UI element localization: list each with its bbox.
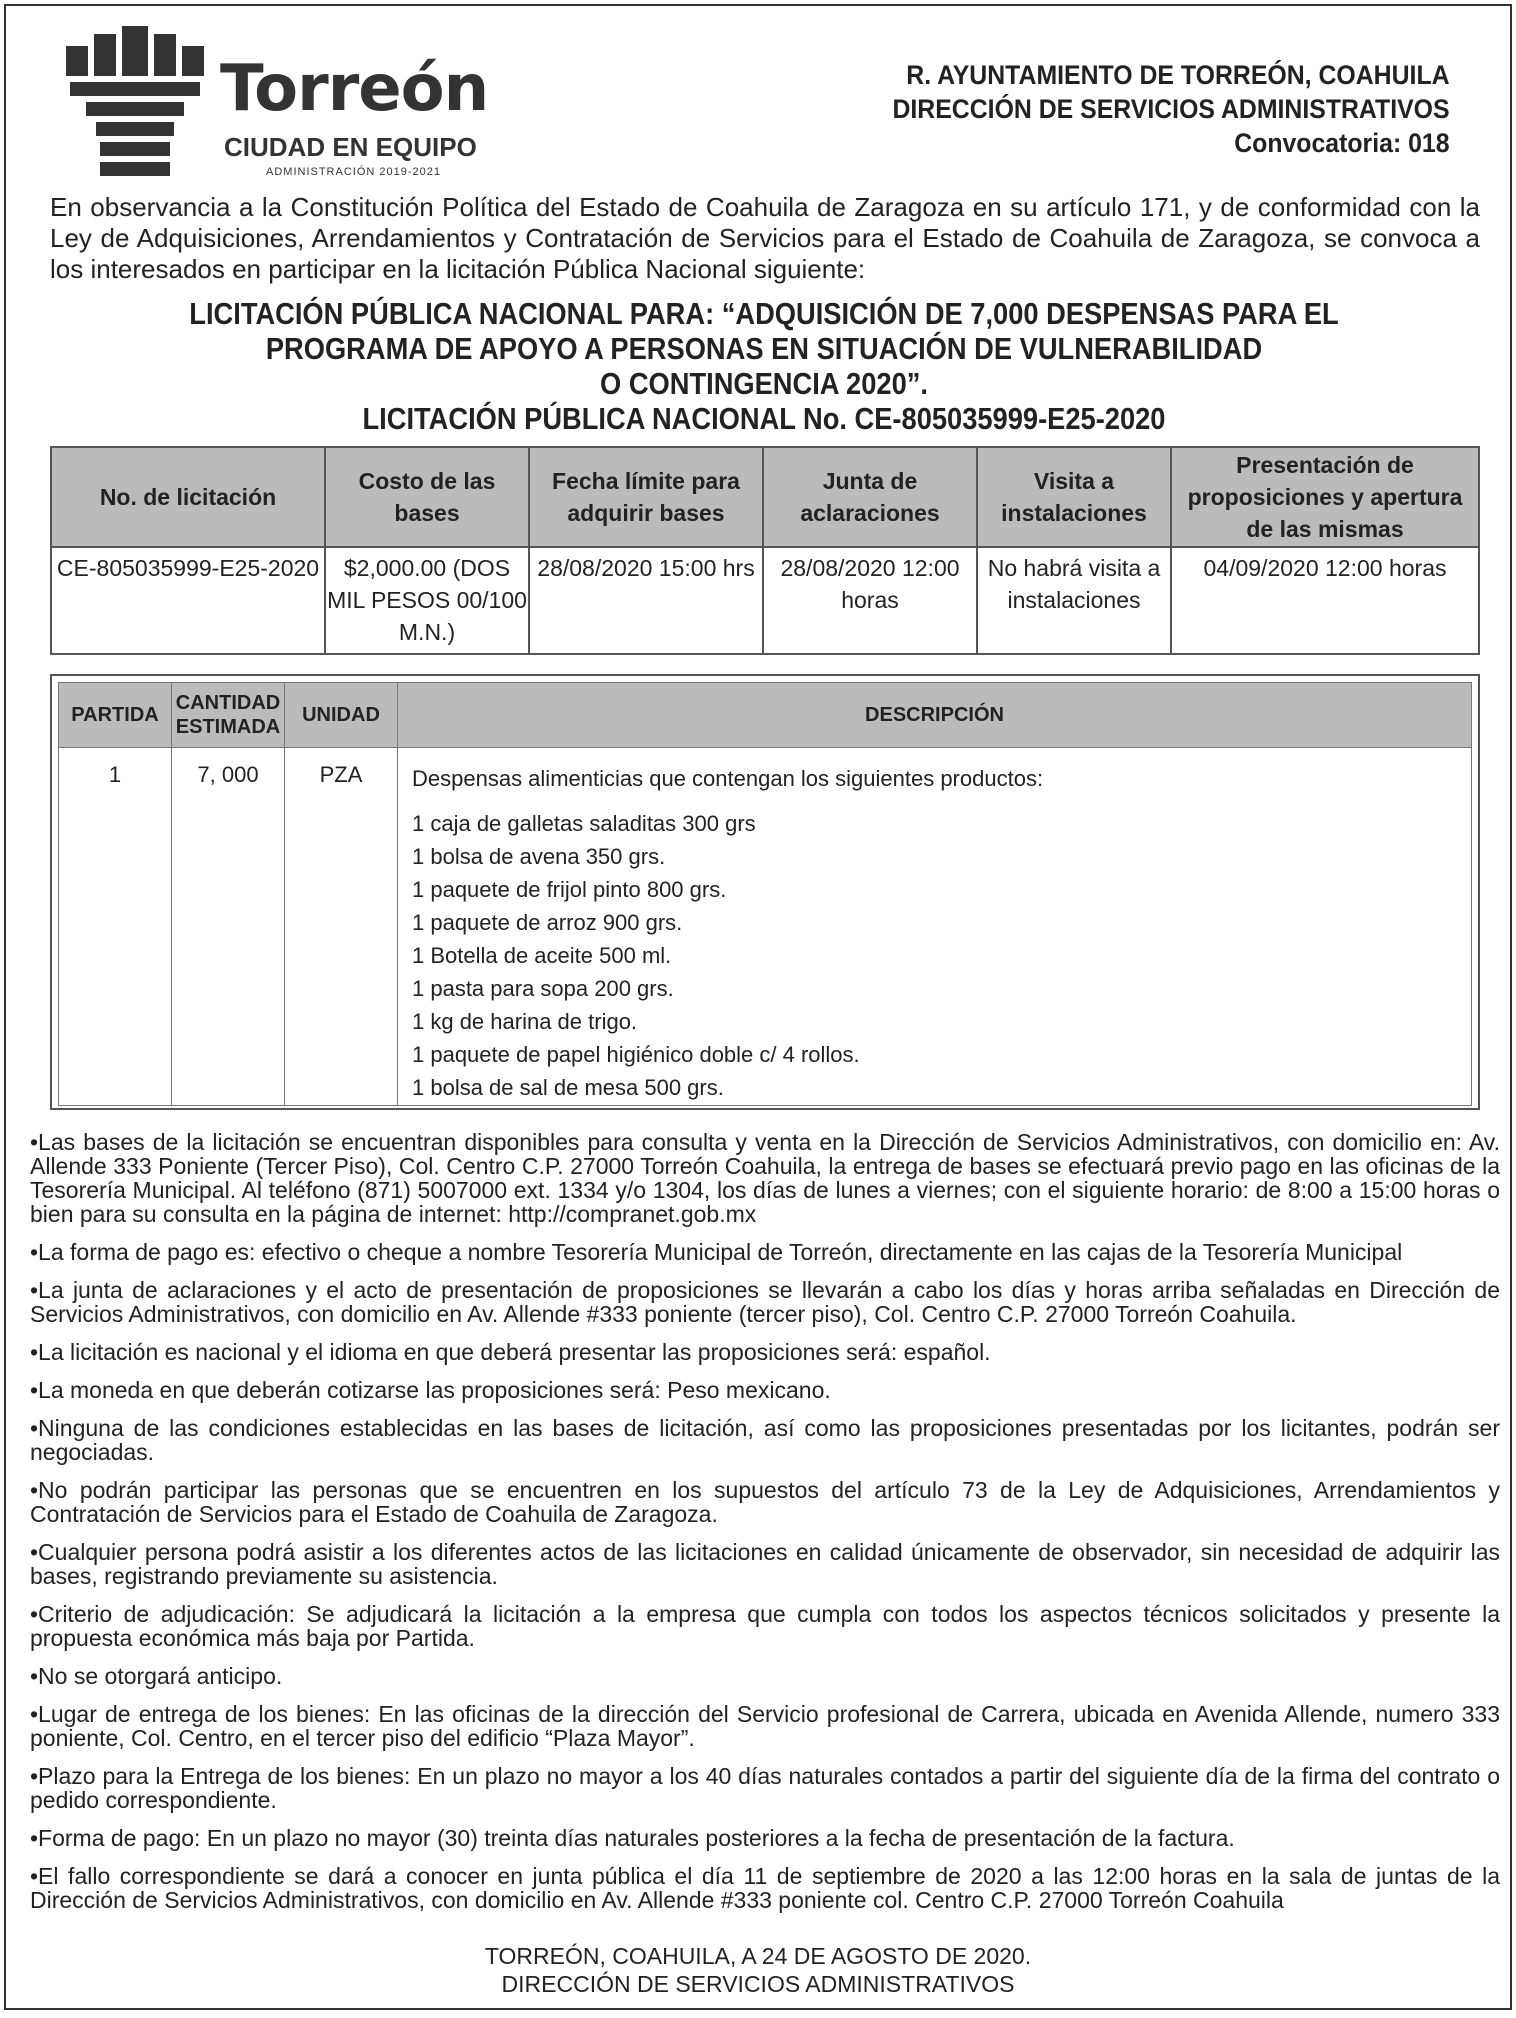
header-line-1: R. AYUNTAMIENTO DE TORREÓN, COAHUILA <box>906 60 1450 90</box>
list-item: 1 paquete de arroz 900 grs. <box>412 910 683 935</box>
col-header: Costo de las bases <box>325 447 529 547</box>
col-header: Visita a instalaciones <box>977 447 1171 547</box>
col-header: PARTIDA <box>59 683 172 748</box>
intro-paragraph: En observancia a la Constitución Política del Estado de Coahuila de Zaragoza en su artículo 171, y de conformidad con la Ley de Adquisiciones, Arrendamientos y Contratación de Servicios para el Estado de Coahuila de Zaragoza, se convoca a los interesados en participar en la licitación Pública Nacional siguiente: <box>50 192 1480 284</box>
col-header: UNIDAD <box>285 683 398 748</box>
list-item: 1 paquete de frijol pinto 800 grs. <box>412 877 727 902</box>
tender-title <box>132 296 1396 436</box>
condition-item: •Ninguna de las condiciones establecidas en las bases de licitación, así como las proposiciones presentadas por los licitantes, podrán ser negociadas. <box>30 1415 1500 1465</box>
desc-lead: Despensas alimenticias que contengan los siguientes productos: <box>412 766 1044 791</box>
condition-item: •Las bases de la licitación se encuentran disponibles para consulta y venta en la Dirección de Servicios Administrativos, con domicilio en: Av. Allende 333 Poniente (Tercer Piso), Col. Centro C.P. 27000 Torreón Coahuila, la entrega de bases se efectuará previo pago en las oficinas de la Tesorería Municipal. Al teléfono (871) 5007000 ext. 1334 y/o 1304, los días de lunes a viernes; con el siguiente horario: de 8:00 a 15:00 horas o bien para su consulta en la página de internet: http://compranet.gob.mx <box>30 1129 1500 1227</box>
table-header-row <box>51 447 1479 547</box>
items-table <box>58 682 1472 1106</box>
condition-item: •No podrán participar las personas que se encuentren en los supuestos del artículo 73 de la Ley de Adquisiciones, Arrendamientos y Contratación de Servicios para el Estado de Coahuila de Zaragoza. <box>30 1477 1500 1527</box>
header-block <box>893 58 1450 160</box>
cantidad-cell: 7, 000 <box>172 748 285 1106</box>
header-line-2: DIRECCIÓN DE SERVICIOS ADMINISTRATIVOS <box>892 94 1450 124</box>
condition-item: •Lugar de entrega de los bienes: En las oficinas de la dirección del Servicio profesional de Carrera, ubicada en Avenida Allende, numero 333 poniente, Col. Centro, en el tercer piso del edificio “Plaza Mayor”. <box>30 1701 1500 1751</box>
title-line-3: O CONTINGENCIA 2020”. <box>600 366 928 401</box>
table-row <box>51 547 1479 654</box>
cell: $2,000.00 (DOS MIL PESOS 00/100 M.N.) <box>325 547 529 654</box>
list-item: 1 pasta para sopa 200 grs. <box>412 976 674 1001</box>
condition-item: •El fallo correspondiente se dará a conocer en junta pública el día 11 de septiembre de 2020 a las 12:00 horas en la sala de juntas de la Dirección de Servicios Administrativos, con domicilio en Av. Allende #333 poniente col. Centro C.P. 27000 Torreón Coahuila <box>30 1863 1500 1913</box>
list-item: 1 paquete de papel higiénico doble c/ 4 rollos. <box>412 1042 860 1067</box>
condition-item: •No se otorgará anticipo. <box>30 1663 283 1689</box>
cell: 04/09/2020 12:00 horas <box>1171 547 1479 654</box>
condition-item: •La forma de pago es: efectivo o cheque a nombre Tesorería Municipal de Torreón, directamente en las cajas de la Tesorería Municipal <box>30 1239 1403 1265</box>
condition-item: •Cualquier persona podrá asistir a los diferentes actos de las licitaciones en calidad únicamente de observador, sin necesidad de adquirir las bases, registrando previamente su asistencia. <box>30 1539 1500 1589</box>
header-line-3: Convocatoria: 018 <box>1234 128 1450 158</box>
condition-item: •Plazo para la Entrega de los bienes: En un plazo no mayor a los 40 días naturales contados a partir del siguiente día de la firma del contrato o pedido correspondiente. <box>30 1763 1500 1813</box>
footer <box>6 1942 1510 1998</box>
logo-name: Torreón <box>220 52 489 126</box>
cell: 28/08/2020 12:00 horas <box>763 547 977 654</box>
condition-item: •La licitación es nacional y el idioma en que deberá presentar las proposiciones será: español. <box>30 1339 991 1365</box>
col-header: CANTIDAD ESTIMADA <box>172 683 285 748</box>
unidad-cell: PZA <box>285 748 398 1106</box>
list-item: 1 caja de galletas saladitas 300 grs <box>412 811 756 836</box>
list-item: 1 kg de harina de trigo. <box>412 1009 638 1034</box>
cell: No habrá visita a instalaciones <box>977 547 1171 654</box>
condition-item: •La moneda en que deberán cotizarse las proposiciones será: Peso mexicano. <box>30 1377 831 1403</box>
cell: CE-805035999-E25-2020 <box>51 547 325 654</box>
col-header: No. de licitación <box>51 447 325 547</box>
condition-item: •La junta de aclaraciones y el acto de presentación de proposiciones se llevarán a cabo los días y horas arriba señaladas en Dirección de Servicios Administrativos, con domicilio en Av. Allende #333 poniente (tercer piso), Col. Centro C.P. 27000 Torreón Coahuila. <box>30 1277 1500 1327</box>
descripcion-cell <box>398 748 1472 1106</box>
document-page <box>4 4 1512 2010</box>
tender-schedule-table <box>50 446 1480 655</box>
partida-cell: 1 <box>59 748 172 1106</box>
table-header-row <box>59 683 1472 748</box>
list-item: 1 bolsa de avena 350 grs. <box>412 844 666 869</box>
col-header: Presentación de proposiciones y apertura de las mismas <box>1171 447 1479 547</box>
logo-admin: ADMINISTRACIÓN 2019-2021 <box>266 166 441 178</box>
table-row <box>59 748 1472 1106</box>
col-header: DESCRIPCIÓN <box>398 683 1472 748</box>
title-line-1: LICITACIÓN PÚBLICA NACIONAL PARA: “ADQUISICIÓN DE 7,000 DESPENSAS PARA EL <box>189 296 1339 331</box>
conditions-list <box>30 1130 1500 1926</box>
list-item: 1 Botella de aceite 500 ml. <box>412 943 672 968</box>
col-header: Fecha límite para adquirir bases <box>529 447 763 547</box>
footer-department: DIRECCIÓN DE SERVICIOS ADMINISTRATIVOS <box>501 1971 1015 1997</box>
condition-item: •Criterio de adjudicación: Se adjudicará la licitación a la empresa que cumpla con todos los aspectos técnicos solicitados y presente la propuesta económica más baja por Partida. <box>30 1601 1500 1651</box>
list-item: 1 bolsa de sal de mesa 500 grs. <box>412 1075 724 1100</box>
title-line-4: LICITACIÓN PÚBLICA NACIONAL No. CE-805035999-E25-2020 <box>362 401 1166 436</box>
cell: 28/08/2020 15:00 hrs <box>529 547 763 654</box>
title-line-2: PROGRAMA DE APOYO A PERSONAS EN SITUACIÓN DE VULNERABILIDAD <box>265 331 1263 366</box>
castle-tower-icon <box>66 26 206 176</box>
condition-item: •Forma de pago: En un plazo no mayor (30) treinta días naturales posteriores a la fecha de presentación de la factura. <box>30 1825 1235 1851</box>
footer-date: TORREÓN, COAHUILA, A 24 DE AGOSTO DE 2020. <box>484 1943 1032 1969</box>
col-header: Junta de aclaraciones <box>763 447 977 547</box>
logo-tagline: CIUDAD EN EQUIPO <box>224 132 477 162</box>
items-table-frame <box>50 674 1480 1110</box>
torreon-logo <box>66 26 506 176</box>
